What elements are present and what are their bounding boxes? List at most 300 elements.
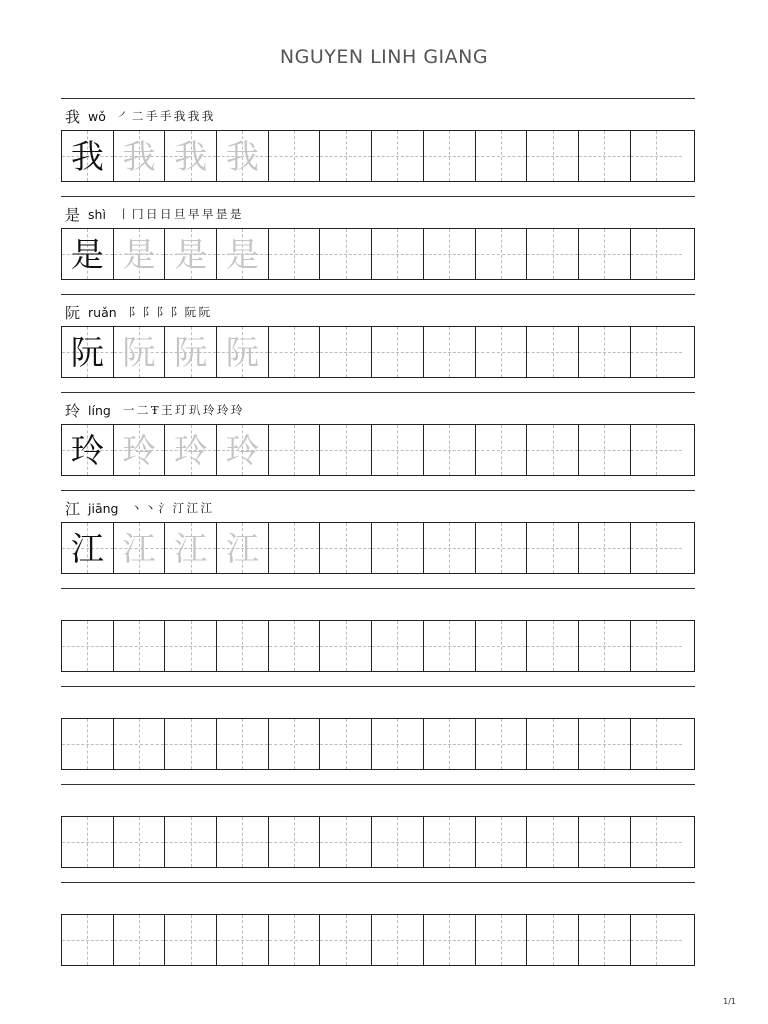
guide-horizontal bbox=[424, 254, 475, 255]
trace-character: 是 bbox=[225, 234, 259, 274]
character-section bbox=[61, 392, 695, 490]
grid-cell[interactable] bbox=[114, 621, 166, 671]
stroke-step: 阝 bbox=[142, 305, 157, 319]
stroke-step: 玲 bbox=[217, 403, 231, 417]
guide-horizontal bbox=[631, 744, 683, 745]
grid-cell[interactable] bbox=[62, 719, 114, 769]
section-rule bbox=[61, 98, 695, 99]
model-character: 玲 bbox=[70, 430, 104, 470]
guide-horizontal bbox=[269, 156, 320, 157]
guide-horizontal bbox=[62, 940, 113, 941]
grid-cell[interactable] bbox=[631, 229, 683, 279]
character-section bbox=[61, 294, 695, 392]
grid-cell[interactable] bbox=[372, 621, 424, 671]
guide-horizontal bbox=[320, 646, 371, 647]
grid-cell[interactable] bbox=[269, 327, 321, 377]
grid-cell[interactable] bbox=[62, 425, 114, 475]
stroke-step: 阮 bbox=[198, 305, 213, 319]
grid-cell[interactable] bbox=[165, 327, 217, 377]
stroke-step: 昰 bbox=[215, 207, 230, 221]
grid-cell[interactable] bbox=[631, 817, 683, 867]
trace-character: 江 bbox=[225, 528, 259, 568]
guide-horizontal bbox=[631, 940, 683, 941]
grid-cell[interactable] bbox=[217, 425, 269, 475]
guide-horizontal bbox=[527, 156, 578, 157]
stroke-step: 氵 bbox=[158, 501, 173, 515]
stroke-step: 冂 bbox=[131, 207, 146, 221]
character-header bbox=[65, 498, 214, 518]
grid-cell[interactable] bbox=[269, 131, 321, 181]
grid-cell[interactable] bbox=[527, 817, 579, 867]
stroke-step: 玲 bbox=[203, 403, 217, 417]
stroke-step: 阝 bbox=[156, 305, 171, 319]
guide-horizontal bbox=[579, 254, 630, 255]
guide-horizontal bbox=[114, 744, 165, 745]
character-grid bbox=[61, 228, 695, 280]
guide-horizontal bbox=[631, 842, 683, 843]
guide-horizontal bbox=[424, 842, 475, 843]
grid-cell[interactable] bbox=[527, 327, 579, 377]
guide-horizontal bbox=[631, 646, 683, 647]
header-character: 我 bbox=[65, 107, 81, 126]
guide-horizontal bbox=[476, 842, 527, 843]
character-section bbox=[61, 98, 695, 196]
character-section bbox=[61, 490, 695, 588]
model-character: 阮 bbox=[70, 332, 104, 372]
grid-cell[interactable] bbox=[320, 719, 372, 769]
guide-horizontal bbox=[476, 450, 527, 451]
guide-horizontal bbox=[527, 352, 578, 353]
grid-cell[interactable] bbox=[320, 327, 372, 377]
guide-horizontal bbox=[372, 254, 423, 255]
section-rule bbox=[61, 392, 695, 393]
guide-horizontal bbox=[424, 646, 475, 647]
grid-cell[interactable] bbox=[372, 327, 424, 377]
grid-cell[interactable] bbox=[114, 327, 166, 377]
grid-cell[interactable] bbox=[217, 817, 269, 867]
guide-horizontal bbox=[165, 842, 216, 843]
stroke-step: 手 bbox=[145, 109, 160, 123]
grid-cell[interactable] bbox=[476, 817, 528, 867]
guide-horizontal bbox=[165, 940, 216, 941]
stroke-step: 早 bbox=[187, 207, 202, 221]
character-header bbox=[65, 302, 213, 322]
guide-horizontal bbox=[320, 940, 371, 941]
section-rule bbox=[61, 882, 695, 883]
stroke-step: 丶 bbox=[130, 501, 145, 515]
trace-character: 玲 bbox=[122, 430, 156, 470]
grid-cell[interactable] bbox=[62, 817, 114, 867]
guide-horizontal bbox=[372, 548, 423, 549]
grid-cell[interactable] bbox=[631, 131, 683, 181]
guide-horizontal bbox=[579, 646, 630, 647]
grid-cell[interactable] bbox=[579, 425, 631, 475]
stroke-step: 我 bbox=[173, 109, 188, 123]
header-character: 江 bbox=[65, 499, 81, 518]
character-header bbox=[65, 400, 245, 420]
guide-horizontal bbox=[579, 450, 630, 451]
stroke-step: Ŧ bbox=[150, 403, 161, 417]
grid-cell[interactable] bbox=[424, 817, 476, 867]
guide-horizontal bbox=[269, 254, 320, 255]
grid-cell[interactable] bbox=[527, 915, 579, 965]
pinyin: líng bbox=[88, 402, 111, 418]
grid-cell[interactable] bbox=[62, 131, 114, 181]
guide-horizontal bbox=[579, 842, 630, 843]
guide-horizontal bbox=[372, 156, 423, 157]
grid-cell[interactable] bbox=[114, 425, 166, 475]
grid-cell[interactable] bbox=[62, 523, 114, 573]
guide-horizontal bbox=[320, 156, 371, 157]
grid-cell[interactable] bbox=[631, 523, 683, 573]
grid-cell[interactable] bbox=[320, 131, 372, 181]
grid-cell[interactable] bbox=[217, 621, 269, 671]
guide-horizontal bbox=[372, 646, 423, 647]
character-header bbox=[65, 204, 244, 224]
guide-horizontal bbox=[114, 646, 165, 647]
stroke-order bbox=[118, 108, 216, 124]
guide-horizontal bbox=[372, 940, 423, 941]
grid-cell[interactable] bbox=[424, 621, 476, 671]
guide-horizontal bbox=[631, 156, 683, 157]
worksheet-title: NGUYEN LINH GIANG bbox=[279, 46, 489, 68]
guide-horizontal bbox=[579, 744, 630, 745]
grid-cell[interactable] bbox=[269, 817, 321, 867]
grid-cell[interactable] bbox=[372, 915, 424, 965]
grid-cell[interactable] bbox=[424, 229, 476, 279]
grid-cell[interactable] bbox=[165, 915, 217, 965]
stroke-step: 阝 bbox=[128, 305, 143, 319]
pinyin: jiāng bbox=[88, 500, 119, 516]
trace-character: 阮 bbox=[225, 332, 259, 372]
guide-horizontal bbox=[320, 548, 371, 549]
grid-cell[interactable] bbox=[269, 425, 321, 475]
stroke-step: 阮 bbox=[184, 305, 199, 319]
stroke-step: 二 bbox=[131, 109, 146, 123]
grid-cell[interactable] bbox=[62, 229, 114, 279]
grid-cell[interactable] bbox=[114, 131, 166, 181]
grid-cell[interactable] bbox=[527, 229, 579, 279]
guide-horizontal bbox=[217, 744, 268, 745]
grid-cell[interactable] bbox=[114, 523, 166, 573]
guide-horizontal bbox=[217, 646, 268, 647]
grid-cell[interactable] bbox=[165, 425, 217, 475]
character-grid bbox=[61, 424, 695, 476]
stroke-step: 阝 bbox=[170, 305, 185, 319]
guide-horizontal bbox=[114, 940, 165, 941]
stroke-step: 汀 bbox=[172, 501, 187, 515]
grid-cell[interactable] bbox=[579, 915, 631, 965]
model-character: 是 bbox=[70, 234, 104, 274]
character-header bbox=[65, 106, 216, 126]
grid-cell[interactable] bbox=[114, 229, 166, 279]
stroke-step: 日 bbox=[159, 207, 174, 221]
grid-cell[interactable] bbox=[269, 915, 321, 965]
pinyin: ruǎn bbox=[88, 304, 117, 320]
grid-cell[interactable] bbox=[424, 719, 476, 769]
grid-cell[interactable] bbox=[476, 523, 528, 573]
grid-cell[interactable] bbox=[476, 621, 528, 671]
grid-cell[interactable] bbox=[527, 523, 579, 573]
guide-horizontal bbox=[217, 940, 268, 941]
section-rule bbox=[61, 196, 695, 197]
guide-horizontal bbox=[527, 940, 578, 941]
blank-section bbox=[61, 882, 695, 980]
guide-horizontal bbox=[320, 352, 371, 353]
guide-horizontal bbox=[631, 352, 683, 353]
grid-cell[interactable] bbox=[62, 327, 114, 377]
grid-cell[interactable] bbox=[269, 621, 321, 671]
blank-section bbox=[61, 686, 695, 784]
stroke-step: 玎 bbox=[175, 403, 189, 417]
header-character: 是 bbox=[65, 205, 81, 224]
guide-horizontal bbox=[269, 352, 320, 353]
guide-horizontal bbox=[62, 646, 113, 647]
guide-horizontal bbox=[320, 254, 371, 255]
blank-grid bbox=[61, 914, 695, 966]
guide-horizontal bbox=[476, 646, 527, 647]
grid-cell[interactable] bbox=[320, 621, 372, 671]
grid-cell[interactable] bbox=[269, 229, 321, 279]
trace-character: 江 bbox=[122, 528, 156, 568]
guide-horizontal bbox=[527, 646, 578, 647]
stroke-order bbox=[129, 304, 213, 320]
grid-cell[interactable] bbox=[269, 523, 321, 573]
guide-horizontal bbox=[114, 842, 165, 843]
guide-horizontal bbox=[579, 548, 630, 549]
trace-character: 阮 bbox=[174, 332, 208, 372]
character-grid bbox=[61, 326, 695, 378]
stroke-step: 玲 bbox=[231, 403, 245, 417]
grid-cell[interactable] bbox=[579, 817, 631, 867]
grid-cell[interactable] bbox=[424, 425, 476, 475]
stroke-step: 一 bbox=[122, 403, 137, 417]
grid-cell[interactable] bbox=[217, 131, 269, 181]
grid-cell[interactable] bbox=[165, 131, 217, 181]
guide-horizontal bbox=[476, 940, 527, 941]
header-character: 玲 bbox=[65, 401, 81, 420]
stroke-order bbox=[130, 500, 214, 516]
guide-horizontal bbox=[476, 254, 527, 255]
header-character: 阮 bbox=[65, 303, 81, 322]
stroke-step: 丨 bbox=[117, 207, 132, 221]
grid-cell[interactable] bbox=[424, 915, 476, 965]
grid-cell[interactable] bbox=[527, 425, 579, 475]
guide-horizontal bbox=[631, 254, 683, 255]
grid-cell[interactable] bbox=[424, 131, 476, 181]
grid-cell[interactable] bbox=[114, 915, 166, 965]
guide-horizontal bbox=[165, 646, 216, 647]
grid-cell[interactable] bbox=[372, 523, 424, 573]
grid-cell[interactable] bbox=[579, 131, 631, 181]
guide-horizontal bbox=[372, 744, 423, 745]
guide-horizontal bbox=[372, 450, 423, 451]
grid-cell[interactable] bbox=[527, 719, 579, 769]
guide-horizontal bbox=[476, 352, 527, 353]
grid-cell[interactable] bbox=[320, 915, 372, 965]
grid-cell[interactable] bbox=[631, 621, 683, 671]
guide-horizontal bbox=[320, 842, 371, 843]
grid-cell[interactable] bbox=[114, 719, 166, 769]
guide-horizontal bbox=[424, 744, 475, 745]
guide-horizontal bbox=[527, 548, 578, 549]
grid-cell[interactable] bbox=[217, 229, 269, 279]
page-number: 1/1 bbox=[723, 997, 736, 1006]
guide-horizontal bbox=[631, 450, 683, 451]
stroke-step: 江 bbox=[186, 501, 201, 515]
grid-cell[interactable] bbox=[579, 621, 631, 671]
grid-cell[interactable] bbox=[165, 719, 217, 769]
trace-character: 我 bbox=[225, 136, 259, 176]
grid-cell[interactable] bbox=[476, 915, 528, 965]
guide-horizontal bbox=[424, 352, 475, 353]
stroke-step: 江 bbox=[200, 501, 215, 515]
model-character: 我 bbox=[70, 136, 104, 176]
stroke-step: 是 bbox=[229, 207, 244, 221]
trace-character: 我 bbox=[122, 136, 156, 176]
model-character: 江 bbox=[70, 528, 104, 568]
grid-cell[interactable] bbox=[269, 719, 321, 769]
section-rule bbox=[61, 784, 695, 785]
grid-cell[interactable] bbox=[372, 131, 424, 181]
grid-cell[interactable] bbox=[476, 425, 528, 475]
guide-horizontal bbox=[527, 744, 578, 745]
character-grid bbox=[61, 522, 695, 574]
stroke-step: 旦 bbox=[173, 207, 188, 221]
guide-horizontal bbox=[217, 842, 268, 843]
stroke-step: 我 bbox=[187, 109, 202, 123]
grid-cell[interactable] bbox=[165, 229, 217, 279]
blank-section bbox=[61, 588, 695, 686]
section-rule bbox=[61, 588, 695, 589]
grid-cell[interactable] bbox=[320, 229, 372, 279]
grid-cell[interactable] bbox=[476, 131, 528, 181]
grid-cell[interactable] bbox=[114, 817, 166, 867]
grid-cell[interactable] bbox=[165, 621, 217, 671]
guide-horizontal bbox=[424, 450, 475, 451]
grid-cell[interactable] bbox=[579, 327, 631, 377]
guide-horizontal bbox=[62, 842, 113, 843]
stroke-order bbox=[123, 402, 245, 418]
stroke-step: 丶 bbox=[144, 501, 159, 515]
guide-horizontal bbox=[579, 940, 630, 941]
grid-cell[interactable] bbox=[372, 425, 424, 475]
grid-cell[interactable] bbox=[372, 817, 424, 867]
guide-horizontal bbox=[62, 744, 113, 745]
section-rule bbox=[61, 686, 695, 687]
trace-character: 是 bbox=[174, 234, 208, 274]
guide-horizontal bbox=[320, 744, 371, 745]
guide-horizontal bbox=[527, 450, 578, 451]
grid-cell[interactable] bbox=[217, 719, 269, 769]
grid-cell[interactable] bbox=[320, 425, 372, 475]
grid-cell[interactable] bbox=[476, 327, 528, 377]
grid-cell[interactable] bbox=[165, 817, 217, 867]
guide-horizontal bbox=[476, 744, 527, 745]
pinyin: shì bbox=[88, 206, 106, 222]
grid-cell[interactable] bbox=[165, 523, 217, 573]
section-rule bbox=[61, 294, 695, 295]
stroke-step: 我 bbox=[201, 109, 216, 123]
guide-horizontal bbox=[269, 744, 320, 745]
trace-character: 玲 bbox=[174, 430, 208, 470]
trace-character: 阮 bbox=[122, 332, 156, 372]
guide-horizontal bbox=[527, 254, 578, 255]
guide-horizontal bbox=[320, 450, 371, 451]
grid-cell[interactable] bbox=[579, 719, 631, 769]
character-grid bbox=[61, 130, 695, 182]
guide-horizontal bbox=[372, 352, 423, 353]
trace-character: 是 bbox=[122, 234, 156, 274]
stroke-step: 日 bbox=[145, 207, 160, 221]
guide-horizontal bbox=[579, 156, 630, 157]
pinyin: wǒ bbox=[88, 108, 106, 124]
guide-horizontal bbox=[269, 646, 320, 647]
stroke-step: 早 bbox=[201, 207, 216, 221]
grid-cell[interactable] bbox=[476, 719, 528, 769]
section-rule bbox=[61, 490, 695, 491]
stroke-step: 二 bbox=[136, 403, 151, 417]
grid-cell[interactable] bbox=[631, 915, 683, 965]
guide-horizontal bbox=[527, 842, 578, 843]
guide-horizontal bbox=[424, 156, 475, 157]
blank-grid bbox=[61, 718, 695, 770]
grid-cell[interactable] bbox=[217, 915, 269, 965]
guide-horizontal bbox=[269, 842, 320, 843]
guide-horizontal bbox=[269, 940, 320, 941]
grid-cell[interactable] bbox=[217, 327, 269, 377]
guide-horizontal bbox=[631, 548, 683, 549]
grid-cell[interactable] bbox=[631, 327, 683, 377]
guide-horizontal bbox=[579, 352, 630, 353]
stroke-step: 手 bbox=[159, 109, 174, 123]
grid-cell[interactable] bbox=[579, 229, 631, 279]
grid-cell[interactable] bbox=[217, 523, 269, 573]
guide-horizontal bbox=[372, 842, 423, 843]
character-section bbox=[61, 196, 695, 294]
guide-horizontal bbox=[424, 940, 475, 941]
grid-cell[interactable] bbox=[631, 425, 683, 475]
trace-character: 玲 bbox=[225, 430, 259, 470]
grid-cell[interactable] bbox=[372, 719, 424, 769]
blank-section bbox=[61, 784, 695, 882]
guide-horizontal bbox=[424, 548, 475, 549]
grid-cell[interactable] bbox=[320, 523, 372, 573]
grid-cell[interactable] bbox=[527, 131, 579, 181]
grid-cell[interactable] bbox=[62, 621, 114, 671]
grid-cell[interactable] bbox=[527, 621, 579, 671]
guide-horizontal bbox=[165, 744, 216, 745]
practice-sheet bbox=[61, 98, 695, 980]
grid-cell[interactable] bbox=[62, 915, 114, 965]
stroke-order bbox=[118, 206, 244, 222]
grid-cell[interactable] bbox=[372, 229, 424, 279]
grid-cell[interactable] bbox=[579, 523, 631, 573]
grid-cell[interactable] bbox=[631, 719, 683, 769]
stroke-step: 玐 bbox=[189, 403, 203, 417]
guide-horizontal bbox=[269, 450, 320, 451]
trace-character: 江 bbox=[174, 528, 208, 568]
grid-cell[interactable] bbox=[424, 327, 476, 377]
guide-horizontal bbox=[476, 156, 527, 157]
grid-cell[interactable] bbox=[424, 523, 476, 573]
blank-grid bbox=[61, 816, 695, 868]
guide-horizontal bbox=[269, 548, 320, 549]
stroke-step: ㇒ bbox=[117, 109, 132, 123]
grid-cell[interactable] bbox=[320, 817, 372, 867]
grid-cell[interactable] bbox=[476, 229, 528, 279]
guide-horizontal bbox=[476, 548, 527, 549]
